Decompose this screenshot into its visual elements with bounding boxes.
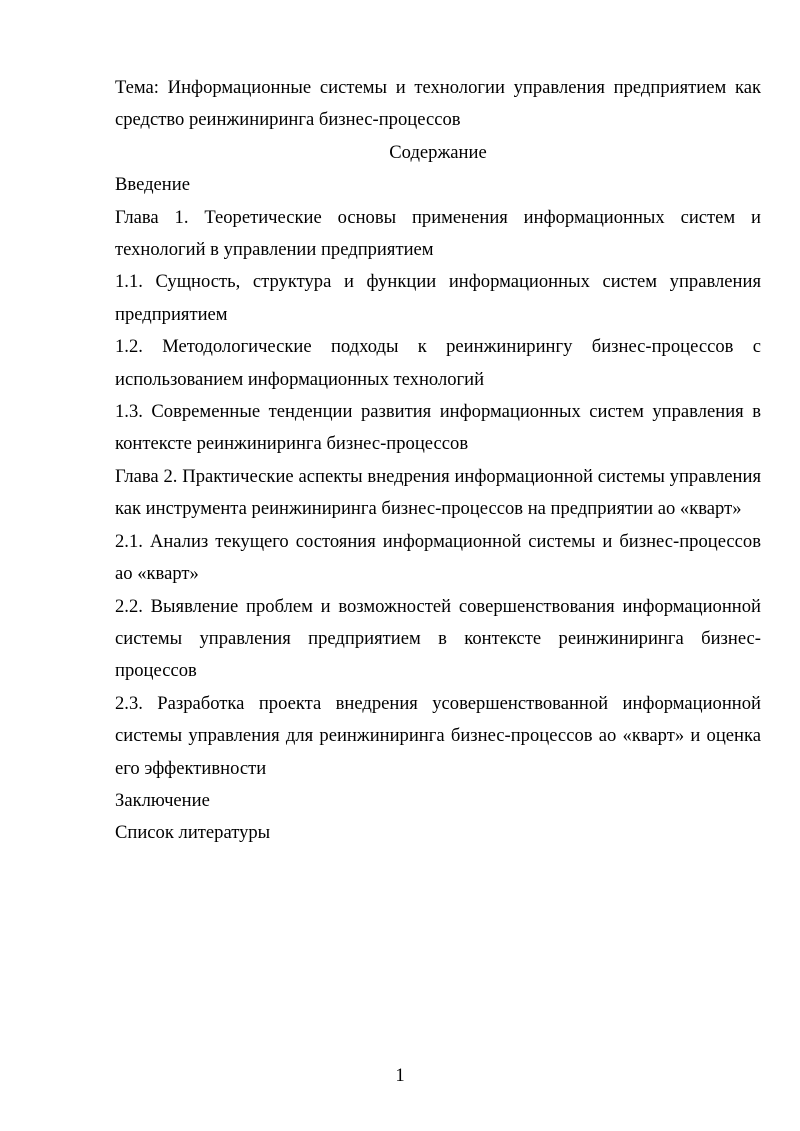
toc-item-conclusion: Заключение [115, 789, 210, 811]
toc-title: Содержание [389, 141, 487, 163]
toc-item-section-2-3: 2.3. Разработка проекта внедрения усовершенствованной информационной системы управления для реинжиниринга бизнес-процессов ао «кварт» и оценка его эффективности [115, 692, 761, 779]
toc-item-section-2-1: 2.1. Анализ текущего состояния информационной системы и бизнес-процессов ао «кварт» [115, 530, 761, 585]
page-content [115, 72, 761, 850]
toc-item-section-1-2: 1.2. Методологические подходы к реинжинирингу бизнес-процессов с использованием информационных технологий [115, 336, 761, 390]
toc-item-chapter-2: Глава 2. Практические аспекты внедрения информационной системы управления как инструмента реинжиниринга бизнес-процессов на предприятии ао «кварт» [115, 465, 761, 520]
page-number: 1 [395, 1065, 405, 1086]
toc-item-introduction: Введение [115, 174, 190, 196]
topic-heading: Тема: Информационные системы и технологии управления предприятием как средство реинжиниринга бизнес-процессов [115, 77, 761, 131]
toc-item-section-2-2: 2.2. Выявление проблем и возможностей совершенствования информационной системы управления предприятием в контексте реинжиниринга бизнес-процессов [115, 595, 761, 682]
toc-item-section-1-3: 1.3. Современные тенденции развития информационных систем управления в контексте реинжиниринга бизнес-процессов [115, 401, 761, 455]
toc-item-section-1-1: 1.1. Сущность, структура и функции информационных систем управления предприятием [115, 271, 761, 325]
toc-item-references: Список литературы [115, 822, 271, 844]
toc-item-chapter-1: Глава 1. Теоретические основы применения информационных систем и технологий в управлении предприятием [115, 206, 761, 261]
